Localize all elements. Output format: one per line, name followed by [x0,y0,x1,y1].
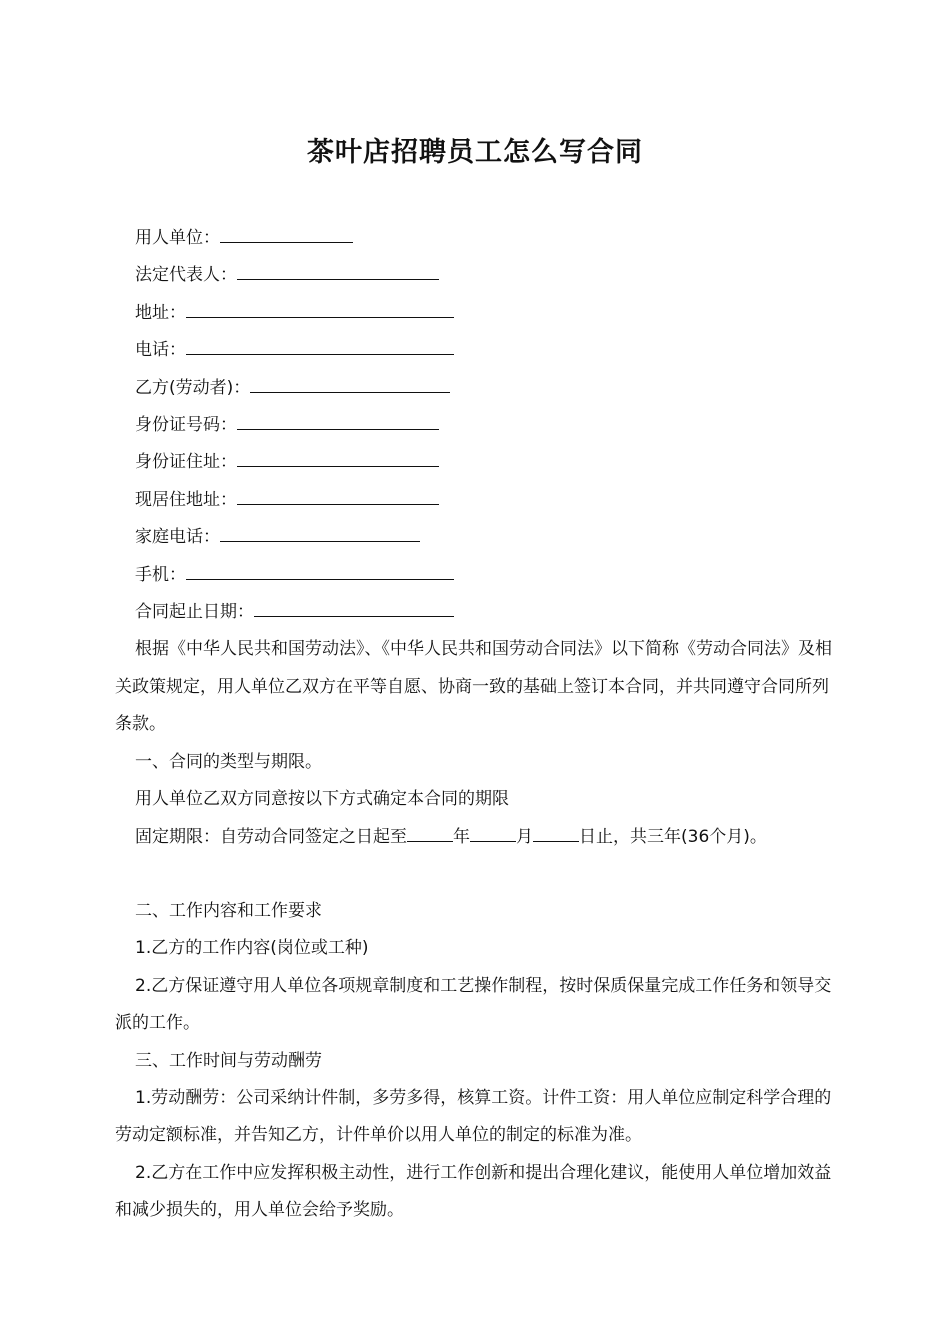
fill-blank[interactable] [237,482,439,505]
field-label: 法定代表人： [135,265,237,286]
fill-blank[interactable] [186,557,454,580]
year-blank[interactable] [407,819,453,842]
field-label: 地址： [135,302,186,323]
field-id-address [115,444,845,481]
document-body [115,220,845,1230]
section-3-item-1: 1.劳动酬劳：公司采纳计件制，多劳多得，核算工资。计件工资：用人单位应制定科学合理的劳动定额标准，并告知乙方，计件单价以用人单位的制定的标准为准。 [115,1087,832,1146]
preamble-paragraph: 根据《中华人民共和国劳动法》、《中华人民共和国劳动合同法》以下简称《劳动合同法》及相关政策规定，用人单位乙双方在平等自愿、协商一致的基础上签订本合同，并共同遵守合同所列条款。 [115,639,832,735]
fill-blank[interactable] [237,444,439,467]
field-label: 用人单位： [135,228,220,248]
field-label: 电话： [135,340,186,361]
section-2-item-1: 1.乙方的工作内容(岗位或工种) [135,938,369,959]
field-label: 身份证住址： [135,452,237,473]
field-label: 手机： [135,564,186,585]
section-3-heading: 三、工作时间与劳动酬劳 [135,1050,322,1071]
field-id-number [115,407,845,444]
field-phone [115,332,845,369]
field-label: 现居住地址： [135,489,237,510]
fill-blank[interactable] [186,295,454,318]
field-address [115,295,845,332]
document-title: 茶叶店招聘员工怎么写合同 [307,137,643,168]
year-label: 年 [453,826,470,847]
section-1-text: 用人单位乙双方同意按以下方式确定本合同的期限 [135,789,509,810]
term-suffix: 日止，共三年(36个月)。 [579,826,767,847]
field-label: 身份证号码： [135,415,237,436]
fill-blank[interactable] [237,257,439,280]
fill-blank[interactable] [237,407,439,430]
month-blank[interactable] [470,819,516,842]
field-legal-representative [115,257,845,294]
fill-blank[interactable] [220,519,420,542]
field-current-address [115,482,845,519]
section-2-item-2: 2.乙方保证遵守用人单位各项规章制度和工艺操作制程，按时保质保量完成工作任务和领导交派的工作。 [115,975,832,1034]
field-employer [115,220,845,257]
term-prefix: 固定期限：自劳动合同签定之日起至 [135,826,407,847]
field-mobile [115,557,845,594]
section-3-item-2: 2.乙方在工作中应发挥积极主动性，进行工作创新和提出合理化建议，能使用人单位增加效益和减少损失的，用人单位会给予奖励。 [115,1162,832,1221]
fill-blank[interactable] [254,594,454,617]
month-label: 月 [516,826,533,847]
field-label: 家庭电话： [135,527,220,548]
field-home-phone [115,519,845,556]
section-1-term [115,819,845,856]
fill-blank[interactable] [186,332,454,355]
section-spacer [115,856,845,893]
fill-blank[interactable] [250,370,450,393]
field-label: 合同起止日期： [135,602,254,623]
field-contract-dates [115,594,845,631]
section-2-heading: 二、工作内容和工作要求 [135,900,322,921]
fill-blank[interactable] [220,220,353,243]
field-label: 乙方(劳动者)： [135,377,251,398]
day-blank[interactable] [533,819,579,842]
field-party-b [115,370,845,407]
section-1-heading: 一、合同的类型与期限。 [135,751,322,772]
